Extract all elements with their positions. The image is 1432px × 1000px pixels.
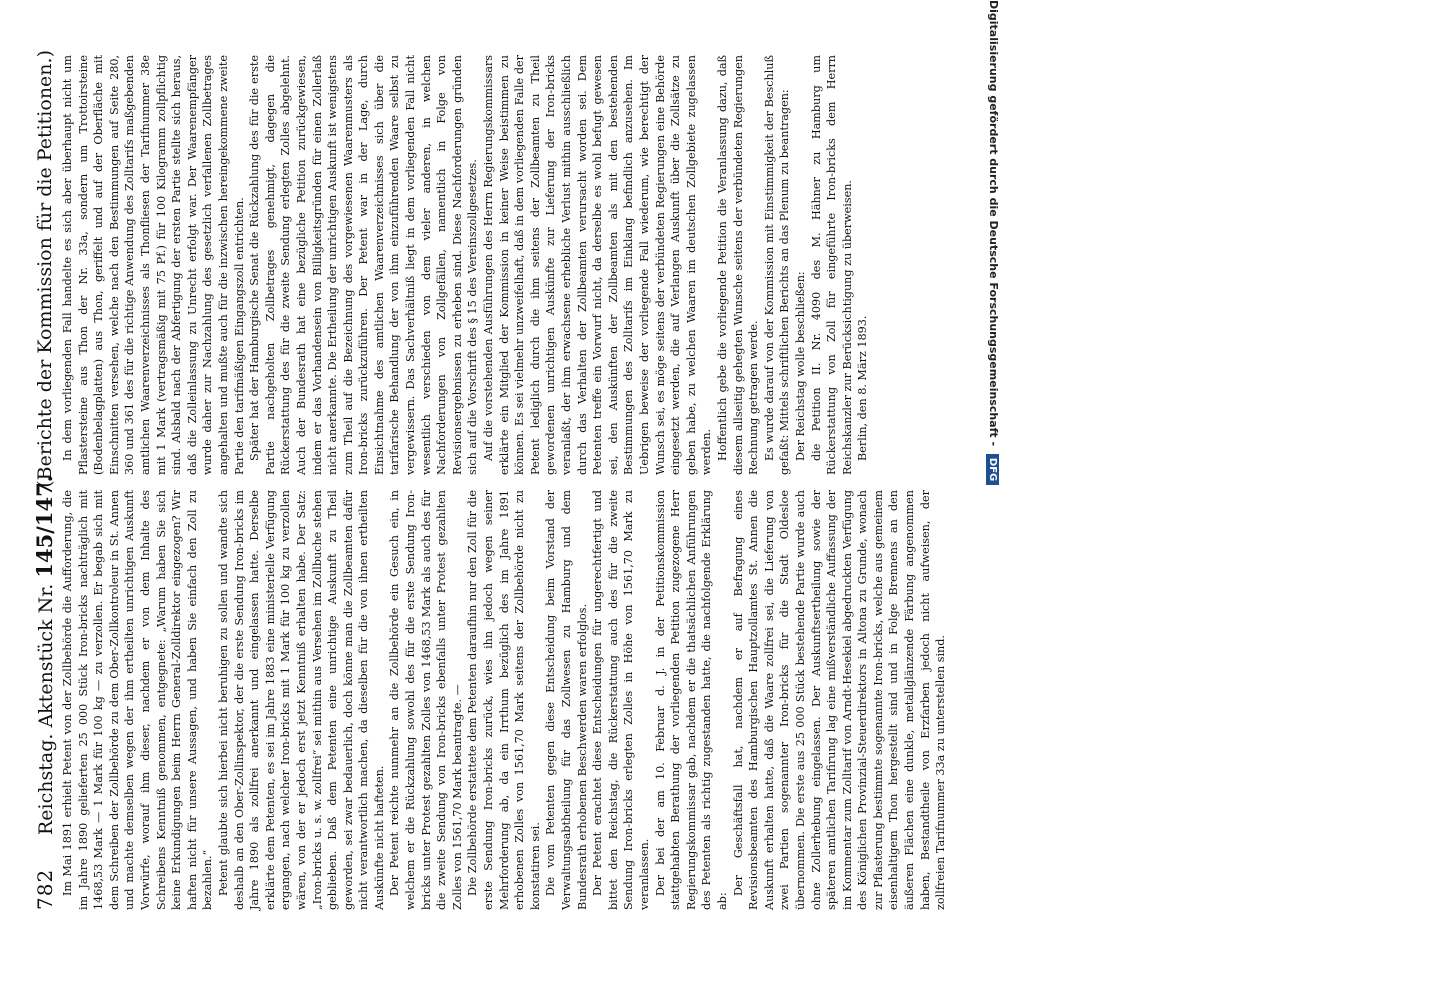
paragraph: Es wurde darauf von der Kommission mit Einstimmigkeit der Beschluß gefaßt: Mittels schriftlichen Berichts an das Plenum zu beantragen: [762, 55, 792, 475]
page-header [25, 50, 65, 910]
paragraph: Hoffentlich gebe die vorliegende Petition die Veranlassung dazu, daß diesem allseitig gehegten Wunsche seitens der verbündeten Regierungen Rechnung getragen werde. [715, 55, 761, 475]
paragraph: Der Petent erachtet diese Entscheidungen für ungerechtfertigt und bittet den Reichstag, die Rückerstattung auch des für die zweite Sendung Iron-bricks erlegten Zolles in Höhe von 1561,70 Mark zu veranlassen. [591, 490, 651, 910]
document-number: 145/147. [32, 475, 57, 578]
paragraph: Der Petent reichte nunmehr an die Zollbehörde ein Gesuch ein, in welchem er die Rückzahlung sowohl des für die erste Sendung Iron-bricks unter Protest gezahlten Zolles von 1468,53 Mark als auch des für die zweite Sendung von Iron-bricks ebenfalls unter Protest gezahlten Zolles von 1561,70 Mark beantragte. — [388, 490, 464, 910]
paragraph: Später hat der Hamburgische Senat die Rückzahlung des für die erste Partie nachgeholten Zollbetrages genehmigt, dagegen die Rückerstattung des für die zweite Sendung erlegten Zolles abgelehnt. Auch der Bundesrath hat eine bezügliche Petition zurückgewiesen, indem er das Vorhandensein von Billigkeitsgründen für einen Zollerlaß nicht anerkannte. Die Ertheilung der unrichtigen Auskunft ist wenigstens zum Theil auf die Bezeichnung des vorgewiesenen Waarenmusters als Iron-bricks zurückzuführen. Der Petent war in der Lage, durch Einsichtnahme des amtlichen Waarenverzeichnisses sich über die tarifarische Behandlung der von ihm einzuführenden Waare selbst zu vergewissern. Das Sachverhältniß liegt in dem vorliegenden Fall nicht wesentlich verschieden von dem vieler anderen, in welchen Nachforderungen von Zollgefällen, namentlich in Folge von Revisionsergebnissen zu erheben sind. Diese Nachforderungen gründen sich auf die Vorschrift des § 15 des Vereinszollgesetzes. [248, 55, 480, 475]
paragraph: Berlin, den 8. März 1893. [856, 315, 870, 461]
dfg-stamp [986, 0, 1000, 485]
dfg-stamp-text: Digitalisierung gefördert durch die Deutsche Forschungsgemeinschaft - [987, 0, 1000, 447]
dfg-logo: DFG [986, 454, 999, 485]
paragraph: Im Mai 1891 erhielt Petent von der Zollbehörde die Aufforderung, die im Jahre 1890 gelieferten 25 000 Stück Iron-bricks nachträglich mit 1468,53 Mark — 1 Mark für 100 kg — zu verzollen. Er begab sich mit dem Schreiben der Zollbehörde zu dem Ober-Zollkontroleur in St. Annen und machte demselben wegen der ihm ertheilten unrichtigen Auskunft Vorwürfe, worauf ihm dieser, nachdem er von dem Inhalte des Schreibens Kenntniß genommen, entgegnete: „Warum haben Sie sich keine Erkundigungen beim Herrn General-Zolldirektor eingezogen? Wir haften nicht für unsere Aussagen, und haben Sie einfach den Zoll zu bezahlen.“ [61, 490, 215, 910]
page-number: 782 [33, 868, 57, 910]
paragraph: Der bei der am 10. Februar d. J. in der Petitionskommission stattgehabten Berathung der vorliegenden Petition zugezogene Herr Regierungskommissar gab, nachdem er die thatsächlichen Anführungen des Petenten als richtig zugestanden hatte, die nachfolgende Erklärung ab: [653, 490, 729, 910]
paragraph: In dem vorliegenden Fall handelte es sich aber überhaupt nicht um Pflastersteine aus Thon der Nr. 33a, sondern um Trottoirsteine (Bodenbelagplatten) aus Thon, geriffelt und auf der Oberfläche mit Einschnitten versehen, welche nach den Bestimmungen auf Seite 280, 360 und 361 des für die richtige Anwendung des Zolltarifs maßgebenden amtlichen Waarenverzeichnisses als Thonfliesen der Tarifnummer 38e mit 1 Mark (vertragsmäßig mit 75 Pf.) für 100 Kilogramm zollpflichtig sind. Alsbald nach der Abfertigung der ersten Partie stellte sich heraus, daß die Zolleinlassung zu Unrecht erfolgt war. Der Waarenempfänger wurde daher zur Nachzahlung des gesetzlich verfallenen Zollbetrages angehalten und mußte auch für die inzwischen hereingekommene zweite Partie den tarifmäßigen Eingangszoll entrichten. [61, 55, 246, 475]
paragraph: die Petition II. Nr. 4090 des M. Hähner zu Hamburg um Rückerstattung von Zoll für eingeführte Iron-bricks dem Herrn Reichskanzler zur Berücksichtigung zu überweisen. [809, 55, 854, 475]
header-subtitle: (Berichte der Kommission für die Petitionen.) [34, 50, 56, 488]
text-column-left [60, 490, 949, 910]
paragraph: Die Zollbehörde erstattete dem Petenten daraufhin nur den Zoll für die erste Sendung Iron-bricks zurück, wies ihn jedoch wegen seiner Mehrforderung ab, da ein Irrthum bezüglich des im Jahre 1891 erhobenen Zolles von 1561,70 Mark seitens der Zollbehörde nicht zu konstatiren sei. [466, 490, 542, 910]
paragraph: Der Reichstag wolle beschließen: [793, 271, 807, 461]
paragraph: Petent glaubte sich hierbei nicht beruhigen zu sollen und wandte sich deshalb an den Ober-Zollinspektor, der die erste Sendung Iron-bricks im Jahre 1890 als zollfrei anerkannt und eingelassen hatte. Derselbe erklärte dem Petenten, es sei im Jahre 1883 eine ministerielle Verfügung ergangen, nach welcher Iron-bricks mit 1 Mark für 100 kg zu verzollen wären, von der er jedoch erst jetzt Kenntniß erhalten habe. Der Satz: „Iron-bricks u. s. w. zollfrei“ sei mithin aus Versehen im Zollbuche stehen geblieben. Daß dem Petenten eine unrichtige Auskunft zu Theil geworden, sei zwar bedauerlich, doch könne man die Zollbeamten dafür nicht verantwortlich machen, da dieselben für die von ihnen ertheilten Auskünfte nicht hafteten. [216, 490, 386, 910]
paragraph: Die vom Petenten gegen diese Entscheidung beim Vorstand der Verwaltungsabtheilung für das Zollwesen zu Hamburg und dem Bundesrath erhobenen Beschwerden waren erfolglos. [544, 490, 589, 910]
text-column-right [60, 55, 871, 475]
paragraph: Der Geschäftsfall hat, nachdem er auf Befragung eines Revisionsbeamten des Hamburgischen Hauptzollamtes St. Annen die Auskunft erhalten hatte, daß die Waare zollfrei sei, die Lieferung von zwei Partien sogenannter Iron-bricks für die Stadt Oldesloe übernommen. Die erste aus 25 000 Stück bestehende Partie wurde auch ohne Zollerhebung eingelassen. Der Auskunftsertheilung sowie der späteren amtlichen Tarifirung lag eine mißverständliche Auffassung der im Kommentar zum Zolltarif von Arndt-Hesekiel abgedruckten Verfügung des Königlichen Provinzial-Steuerdirektors in Altona zu Grunde, wonach zur Pflasterung bestimmte sogenannte Iron-bricks, welche aus gemeinem eisenhaltigem Thon hergestellt sind und in Folge Brennens an den äußeren Flächen eine dunkle, metallglänzende Färbung angenommen haben, Bestandtheile von Erzfarben jedoch nicht aufweisen, der zollfreien Tarifnummer 33a zu unterstellen sind. [731, 490, 948, 910]
header-title-text: Reichstag. Aktenstück Nr. [35, 583, 57, 835]
paragraph: Auf die vorstehenden Ausführungen des Herrn Regierungskommissars erklärte ein Mitglied der Kommission in keiner Weise beistimmen zu können. Es sei vielmehr unzweifelhaft, daß in dem vorliegenden Falle der Petent lediglich durch die ihm seitens der Zollbeamten zu Theil gewordenen unrichtigen Auskünfte zur Lieferung der Iron-bricks veranlaßt, der ihm erwachsene erhebliche Verlust mithin ausschließlich durch das Verhalten der Zollbeamten verursacht worden sei. Dem Petenten treffe ein Vorwurf nicht, da derselbe es wohl befugt gewesen sei, den Auskünften der Zollbeamten als mit den bestehenden Bestimmungen des Zolltarifs im Einklang befindlich anzusehen. Im Uebrigen beweise der vorliegende Fall wiederum, wie berechtigt der Wunsch sei, es möge seitens der verbündeten Regierungen eine Behörde eingesetzt werden, die auf Verlangen Auskunft über die Zollsätze zu geben habe, zu welchen Waaren im deutschen Zollgebiete zugelassen werden. [482, 55, 714, 475]
